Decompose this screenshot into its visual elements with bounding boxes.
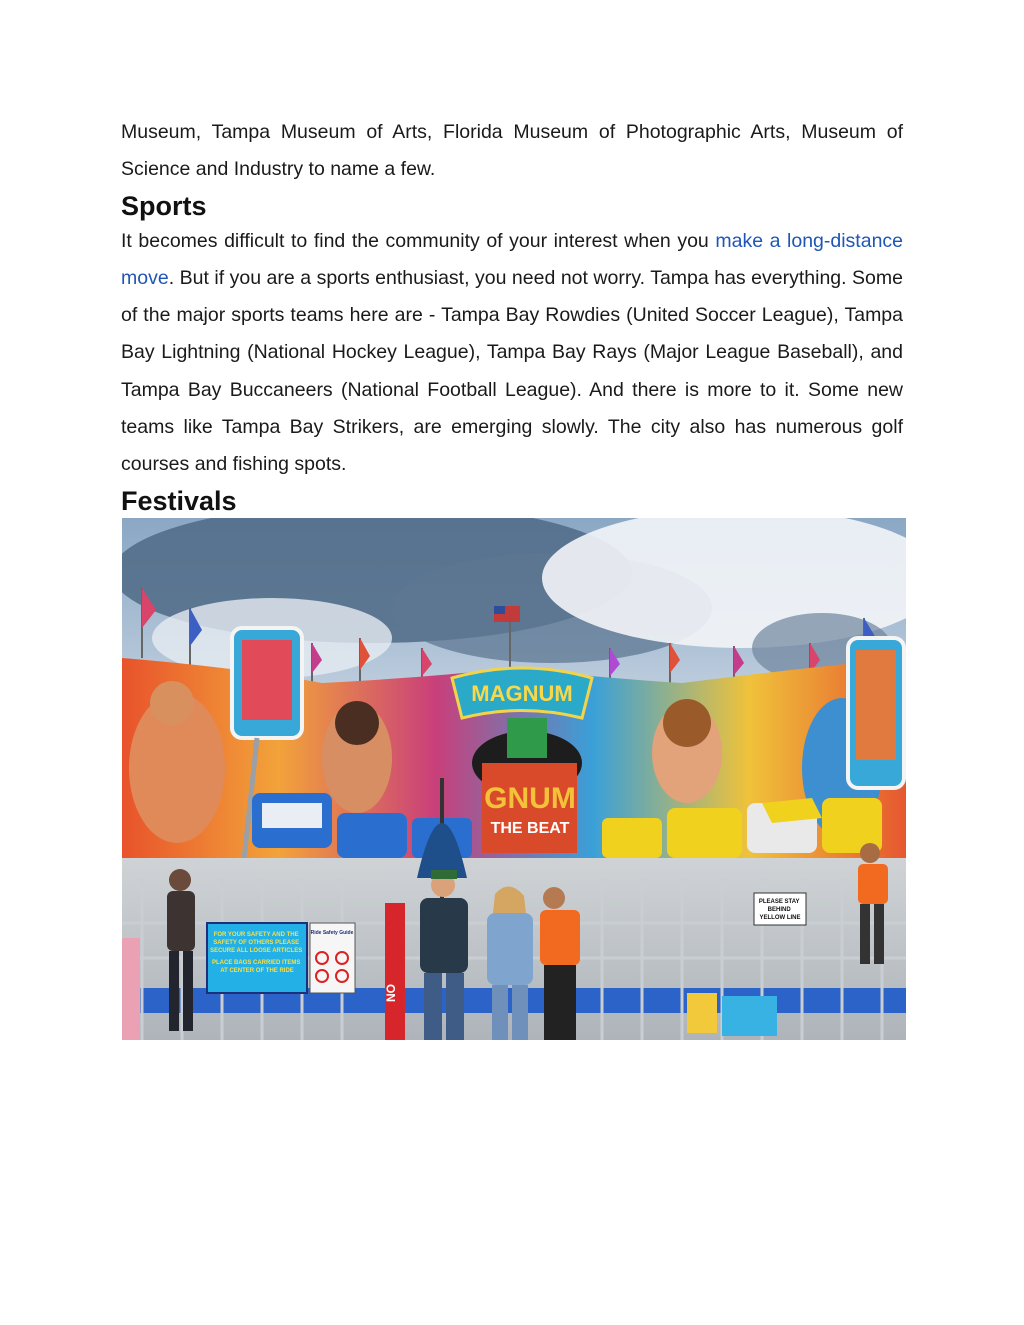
svg-text:Ride Safety Guide: Ride Safety Guide	[310, 929, 354, 936]
intro-paragraph: Museum, Tampa Museum of Arts, Florida Museum of Photographic Arts, Museum of Science and Industry to name a few.	[121, 121, 903, 181]
carnival-ride-photo	[122, 518, 906, 1040]
ride-rules-sign	[310, 923, 355, 993]
svg-text:FOR YOUR SAFETY AND THE: FOR YOUR SAFETY AND THE SAFETY OF OTHERS PLEASE SECURE ALL LOOSE ARTICLES PLACE BAGS CARRIED ITEMS AT CENTER OF THE RIDE	[210, 931, 303, 974]
svg-text:THE BEAT: THE BEAT	[490, 819, 570, 837]
sports-paragraph	[121, 223, 903, 484]
poster	[687, 993, 717, 1033]
festivals-heading: Festivals	[121, 485, 237, 516]
red-gate-post	[384, 903, 405, 1040]
mural-figure	[335, 701, 379, 745]
sports-text-after-link: . But if you are a sports enthusiast, you need not worry. Tampa has everything. Some of the major sports teams here are - Tampa Bay Rowdies (United Soccer League), Tampa Bay Lightning (National Hockey League), Tampa Bay Rays (Major League Baseball), and Tampa Bay Buccaneers (National Football League). And there is more to it. Some new teams like Tampa Bay Strikers, are emerging slowly. The city also has numerous golf courses and fishing spots.	[121, 266, 903, 476]
svg-text:PLEASE STAY BEHIND: PLEASE STAY BEHIND YELLOW LINE	[758, 898, 801, 921]
svg-text:NO: NO	[384, 983, 398, 1002]
magnum-sign	[452, 668, 592, 718]
right-tower	[848, 638, 904, 788]
poster	[722, 996, 777, 1036]
person-edge-left	[122, 938, 140, 1040]
sports-heading: Sports	[121, 190, 207, 221]
stay-behind-sign	[754, 893, 806, 925]
svg-text:MAGNUM: MAGNUM	[471, 680, 573, 706]
sports-text-before-link: It becomes difficult to find the community of your interest when you	[121, 229, 716, 252]
svg-text:GNUM: GNUM	[484, 781, 576, 815]
document-page	[121, 114, 903, 1040]
safety-sign	[207, 923, 307, 993]
long-distance-move-link[interactable]: make a long-distance move	[121, 229, 904, 289]
mural-figure	[150, 681, 194, 725]
mural-figure	[663, 699, 711, 747]
